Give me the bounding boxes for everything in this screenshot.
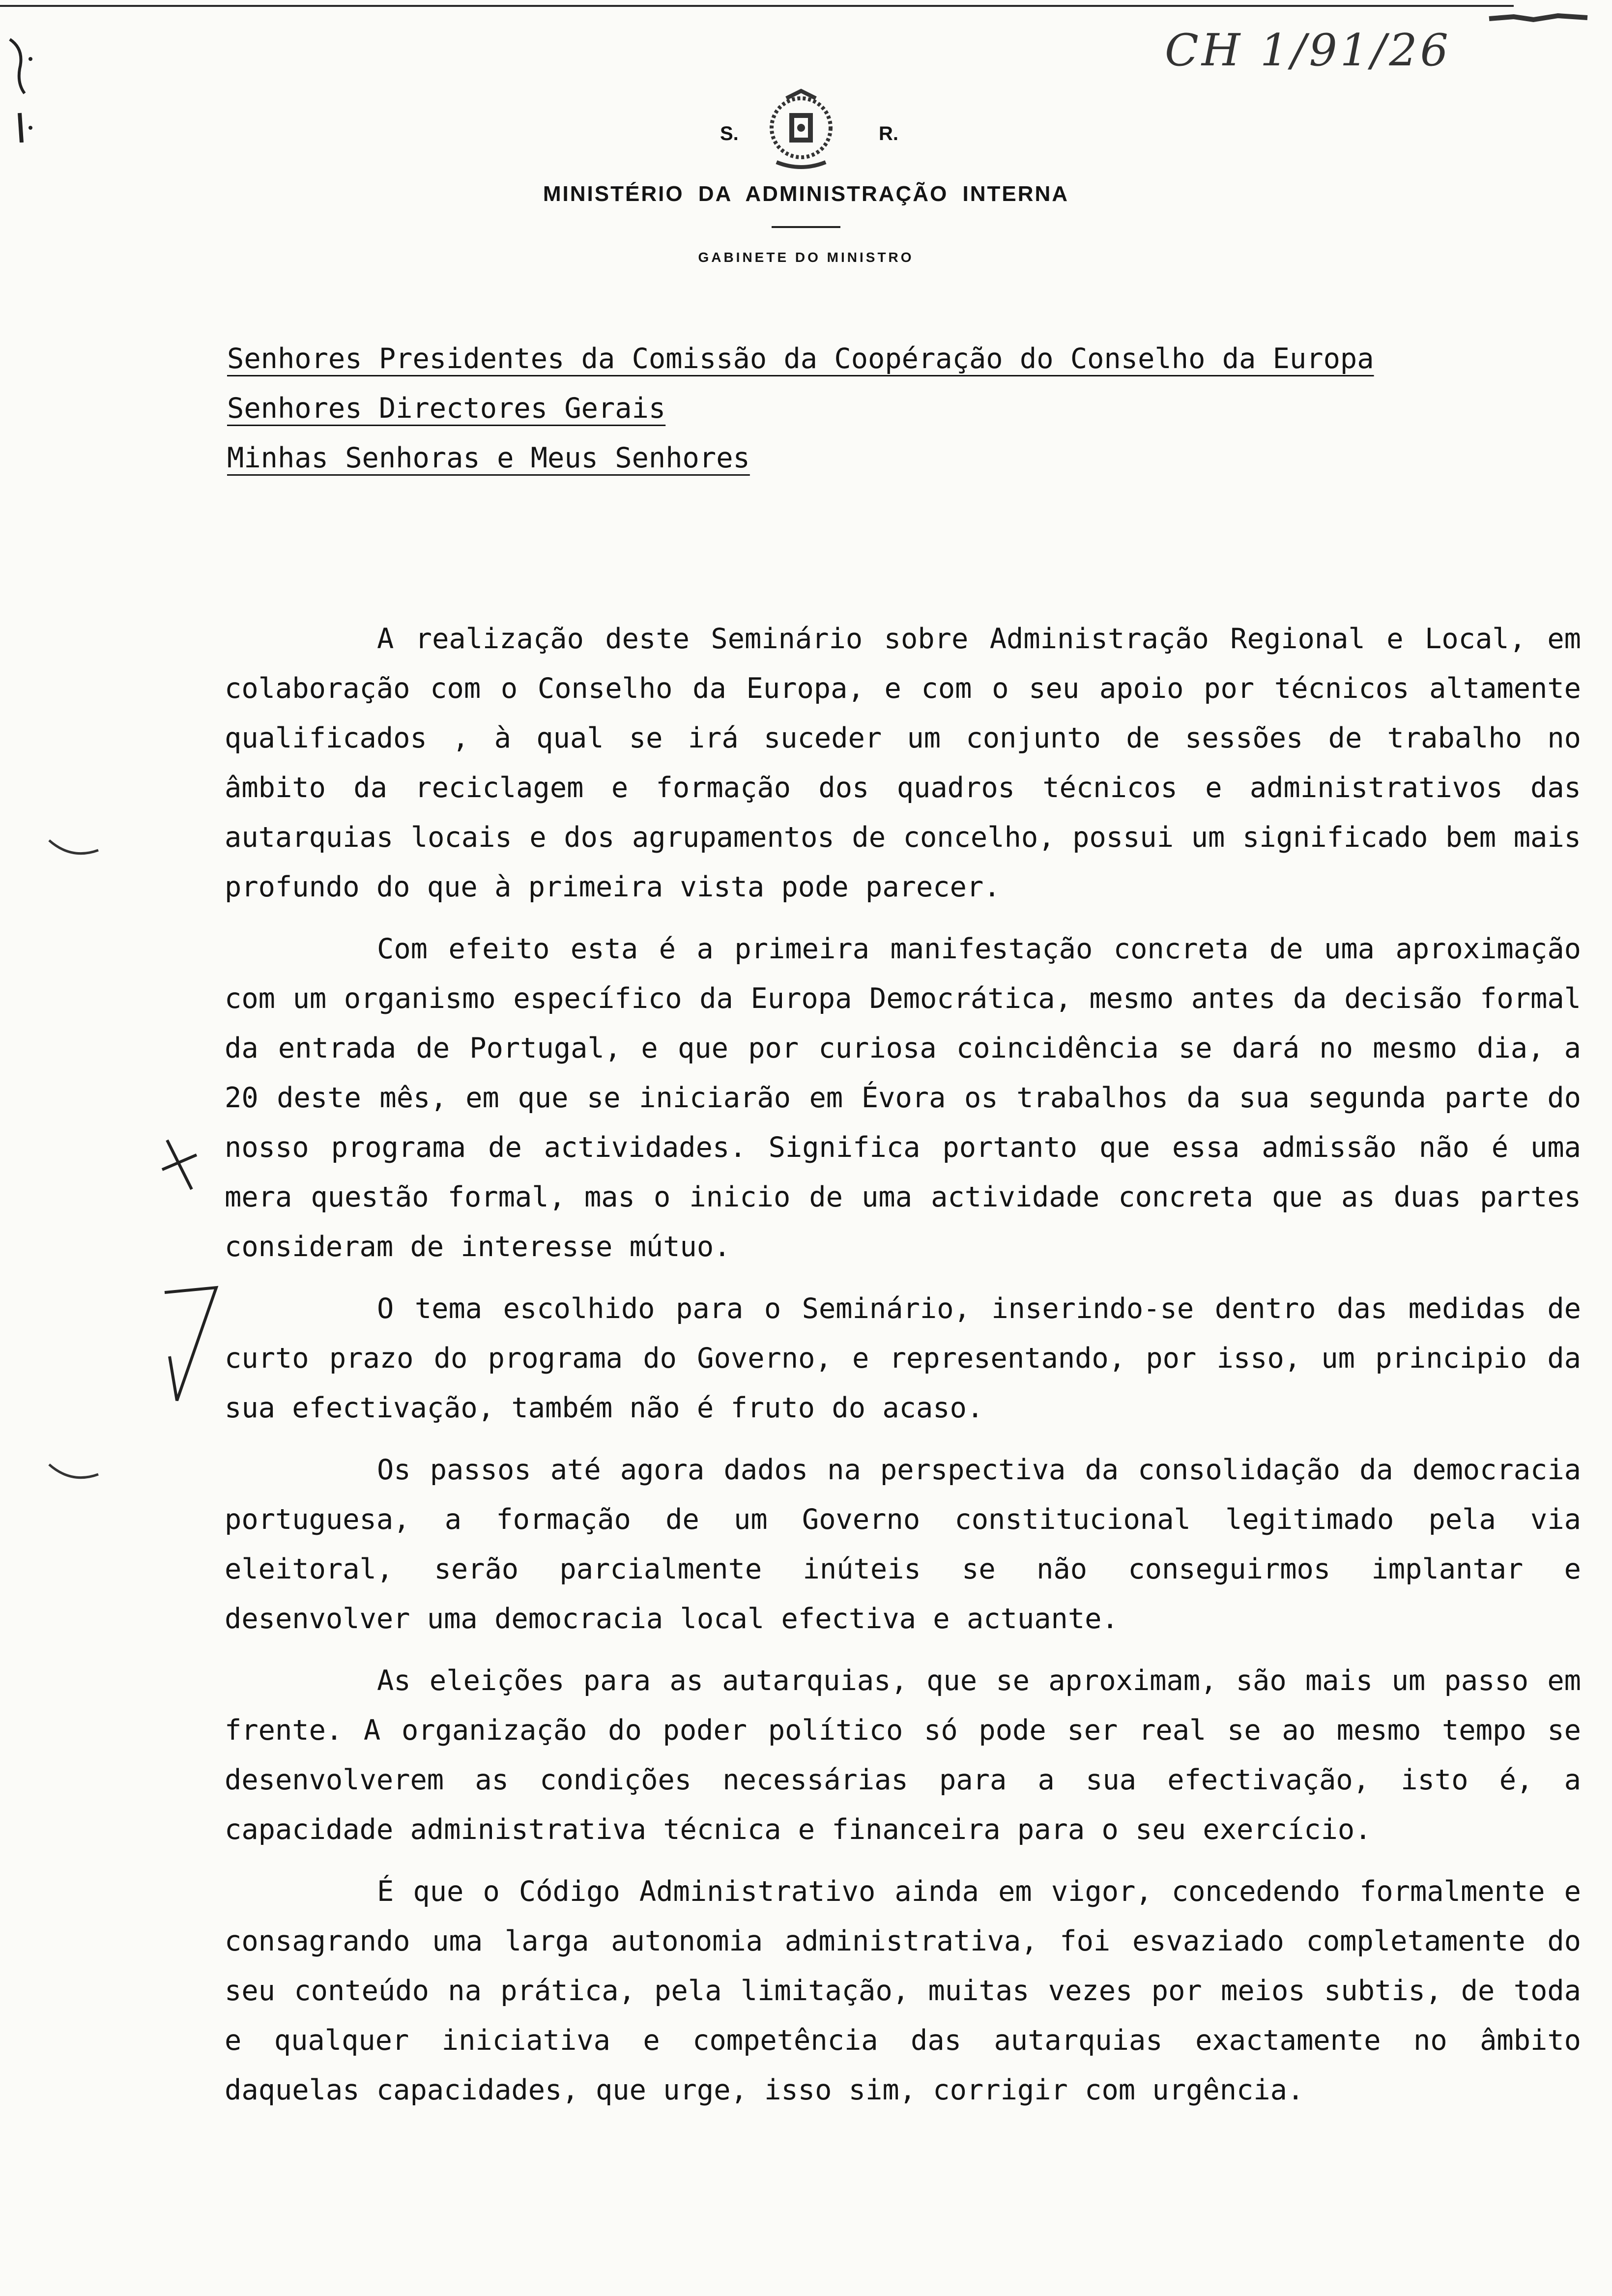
ministry-name: MINISTÉRIO DA ADMINISTRAÇÃO INTERNA (543, 182, 1069, 206)
coat-of-arms-icon (747, 88, 855, 172)
margin-cross-mark (157, 1135, 202, 1194)
body-paragraph: A realização deste Seminário sobre Administração Regional e Local, em colaboração com o Conselho da Europa, e com o seu apoio por técnicos altamente qualificados , à qual se irá suceder um conjunto de sessões de trabalho no âmbito da reciclagem e formação dos quadros técnicos e administrativos das autarquias locais e dos agrupamentos de concelho, possui um significado bem mais profundo do que à primeira vista pode parecer. (225, 623, 1581, 903)
salutation-line: Minhas Senhoras e Meus Senhores (227, 442, 750, 474)
corner-scribble (1484, 7, 1592, 27)
letterhead-s: S. (720, 123, 739, 144)
salutation-line: Senhores Presidentes da Comissão da Coopéração do Conselho da Europa (227, 343, 1374, 375)
letter-body (225, 614, 1581, 2127)
body-paragraph: Com efeito esta é a primeira manifestação concreta de uma aproximação com um organismo específico da Europa Democrática, mesmo antes da decisão formal da entrada de Portugal, e que por curiosa coincidência se dará no mesmo dia, a 20 deste mês, em que se iniciarão em Évora os trabalhos da sua segunda parte do nosso programa de actividades. Significa portanto que essa admissão não é uma mera questão formal, mas o inicio de uma actividade concreta que as duas partes consideram de interesse mútuo. (225, 933, 1581, 1263)
salutation-line: Senhores Directores Gerais (227, 392, 666, 425)
cabinet-name: GABINETE DO MINISTRO (698, 250, 914, 265)
margin-arrow-mark (162, 1283, 226, 1406)
salutation (227, 334, 1374, 483)
margin-curve-mark (47, 1460, 101, 1489)
letterhead-r: R. (879, 123, 898, 144)
reference-annotation: CH 1/91/26 (1165, 25, 1451, 76)
body-paragraph: As eleições para as autarquias, que se aproximam, são mais um passo em frente. A organização do poder político só pode ser real se ao mesmo tempo se desenvolverem as condições necessárias para a sua efectivação, isto é, a capacidade administrativa técnica e financeira para o seu exercício. (225, 1665, 1581, 1846)
body-paragraph: Os passos até agora dados na perspectiva da consolidação da democracia portuguesa, a formação de um Governo constitucional legitimado pela via eleitoral, serão parcialmente inúteis se não conseguirmos implantar e desenvolver uma democracia local efectiva e actuante. (225, 1454, 1581, 1635)
margin-curve-mark (47, 835, 101, 865)
header-divider (772, 226, 840, 228)
body-paragraph: É que o Código Administrativo ainda em vigor, concedendo formalmente e consagrando uma larga autonomia administrativa, foi esvaziado completamente do seu conteúdo na prática, pela limitação, muitas vezes por meios subtis, de toda e qualquer iniciativa e competência das autarquias exactamente no âmbito daquelas capacidades, que urge, isso sim, corrigir com urgência. (225, 1875, 1581, 2106)
letterhead (0, 88, 1612, 265)
body-paragraph: O tema escolhido para o Seminário, inserindo-se dentro das medidas de curto prazo do programa do Governo, e representando, por isso, um principio da sua efectivação, também não é fruto do acaso. (225, 1292, 1581, 1424)
top-rule (0, 5, 1514, 7)
